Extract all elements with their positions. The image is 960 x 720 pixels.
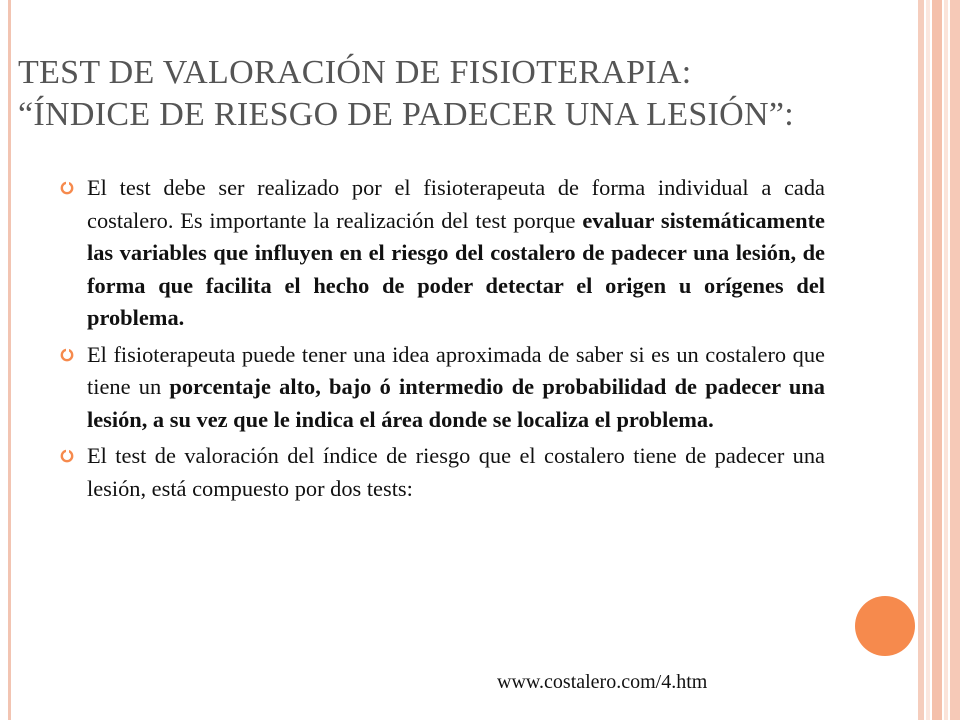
right-stripe <box>932 0 942 720</box>
bullet-list <box>60 172 825 509</box>
title-line-1: TEST DE VALORACIÓN DE FISIOTERAPIA: <box>18 54 692 91</box>
bullet-bold-text: porcentaje alto, bajo ó intermedio de probabilidad de padecer una lesión, a su vez que le indica el área donde se localiza el problema. <box>87 374 825 432</box>
source-url: www.costalero.com/4.htm <box>497 671 708 693</box>
right-stripe <box>944 0 948 720</box>
orange-circle-decoration <box>855 596 915 656</box>
right-stripe <box>950 0 960 720</box>
bullet-item <box>60 440 825 505</box>
bullet-bold-text: evaluar sistemáticamente las variables que influyen en el riesgo del costalero de padecer una lesión, de forma que facilita el hecho de poder detectar el origen u orígenes del problema. <box>87 207 825 330</box>
title-line-2: “ÍNDICE DE RIESGO DE PADECER UNA LESIÓN”: <box>18 96 795 133</box>
sprout-bullet-icon <box>60 181 74 195</box>
right-stripe <box>918 0 924 720</box>
sprout-bullet-icon <box>60 449 74 463</box>
right-stripe <box>926 0 930 720</box>
sprout-bullet-icon <box>60 348 74 362</box>
bullet-item <box>60 339 825 437</box>
bullet-text: El fisioterapeuta puede tener una idea aproximada de saber si es un costalero que tiene un <box>87 341 825 399</box>
bullet-text: El test de valoración del índice de riesgo que el costalero tiene de padecer una lesión, está compuesto por dos tests: <box>87 443 825 501</box>
bullet-text: El test debe ser realizado por el fisioterapeuta de forma individual a cada costalero. Es importante la realización del test porque <box>87 175 825 233</box>
bullet-item <box>60 172 825 335</box>
slide-title <box>18 52 918 136</box>
left-border-line <box>8 0 11 720</box>
